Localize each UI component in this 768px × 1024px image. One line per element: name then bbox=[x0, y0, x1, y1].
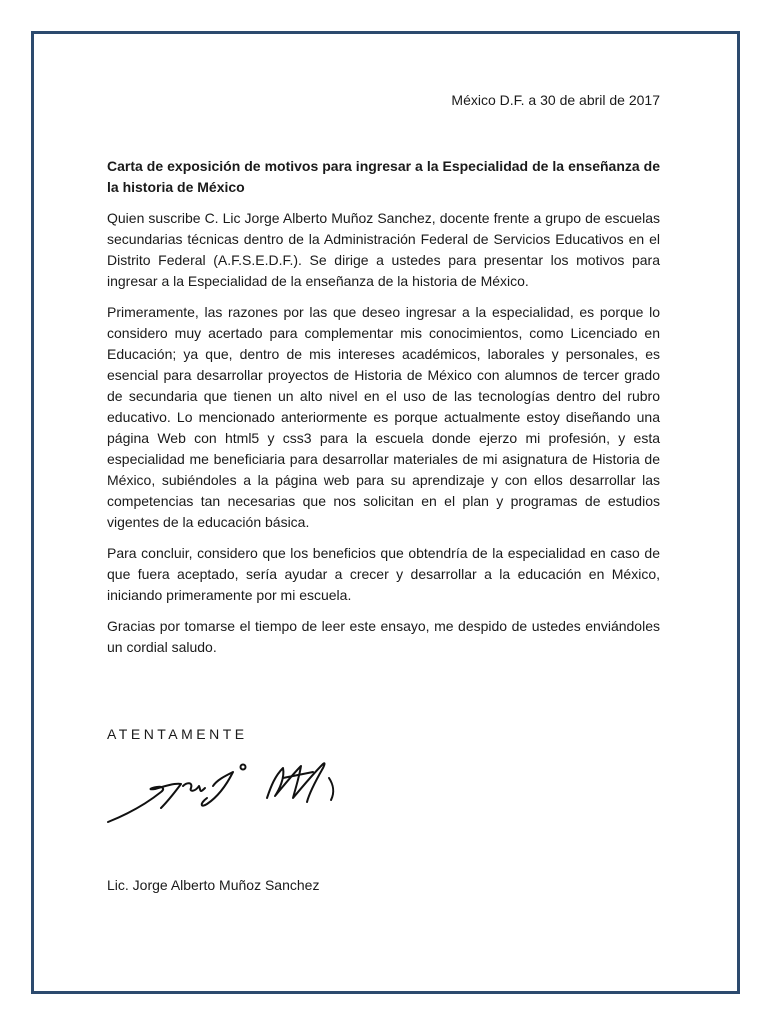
paragraph-farewell: Gracias por tomarse el tiempo de leer este ensayo, me despido de ustedes enviándoles un cordial saludo. bbox=[107, 618, 660, 655]
signer-name: Lic. Jorge Alberto Muñoz Sanchez bbox=[107, 877, 320, 893]
letter-body bbox=[107, 90, 660, 668]
paragraph-reasons: Primeramente, las razones por las que deseo ingresar a la especialidad, es porque lo considero muy acertado para complementar mis conocimientos, como Licenciado en Educación; ya que, dentro de mis intereses académicos, laborales y personales, es esencial para desarrollar proyectos de Historia de México con alumnos de tercer grado de secundaria que tienen un alto nivel en el uso de las tecnologías dentro del rubro educativo. Lo mencionado anteriormente es porque actualmente estoy diseñando una página Web con html5 y css3 para la escuela donde ejerzo mi profesión, y esta especialidad me beneficiaria para desarrollar materiales de mi asignatura de Historia de México, subiéndoles a la página web para su aprendizaje y con ellos desarrollar las competencias tan necesarias que nos solicitan en el plan y programas de estudios vigentes de la educación básica. bbox=[107, 304, 660, 530]
handwritten-signature bbox=[103, 756, 353, 832]
letter-date: México D.F. a 30 de abril de 2017 bbox=[451, 92, 660, 108]
paragraph-conclusion: Para concluir, considero que los beneficios que obtendría de la especialidad en caso de que fuera aceptado, sería ayudar a crecer y desarrollar a la educación en México, iniciando primeramente por mi escuela. bbox=[107, 545, 660, 603]
paragraph-intro: Quien suscribe C. Lic Jorge Alberto Muñoz Sanchez, docente frente a grupo de escuelas secundarias técnicas dentro de la Administración Federal de Servicios Educativos en el Distrito Federal (A.F.S.E.D.F.). Se dirige a ustedes para presentar los motivos para ingresar a la Especialidad de la enseñanza de la historia de México. bbox=[107, 210, 660, 289]
letter-title: Carta de exposición de motivos para ingresar a la Especialidad de la enseñanza de la historia de México bbox=[107, 158, 660, 195]
closing-atentamente: ATENTAMENTE bbox=[107, 726, 248, 742]
